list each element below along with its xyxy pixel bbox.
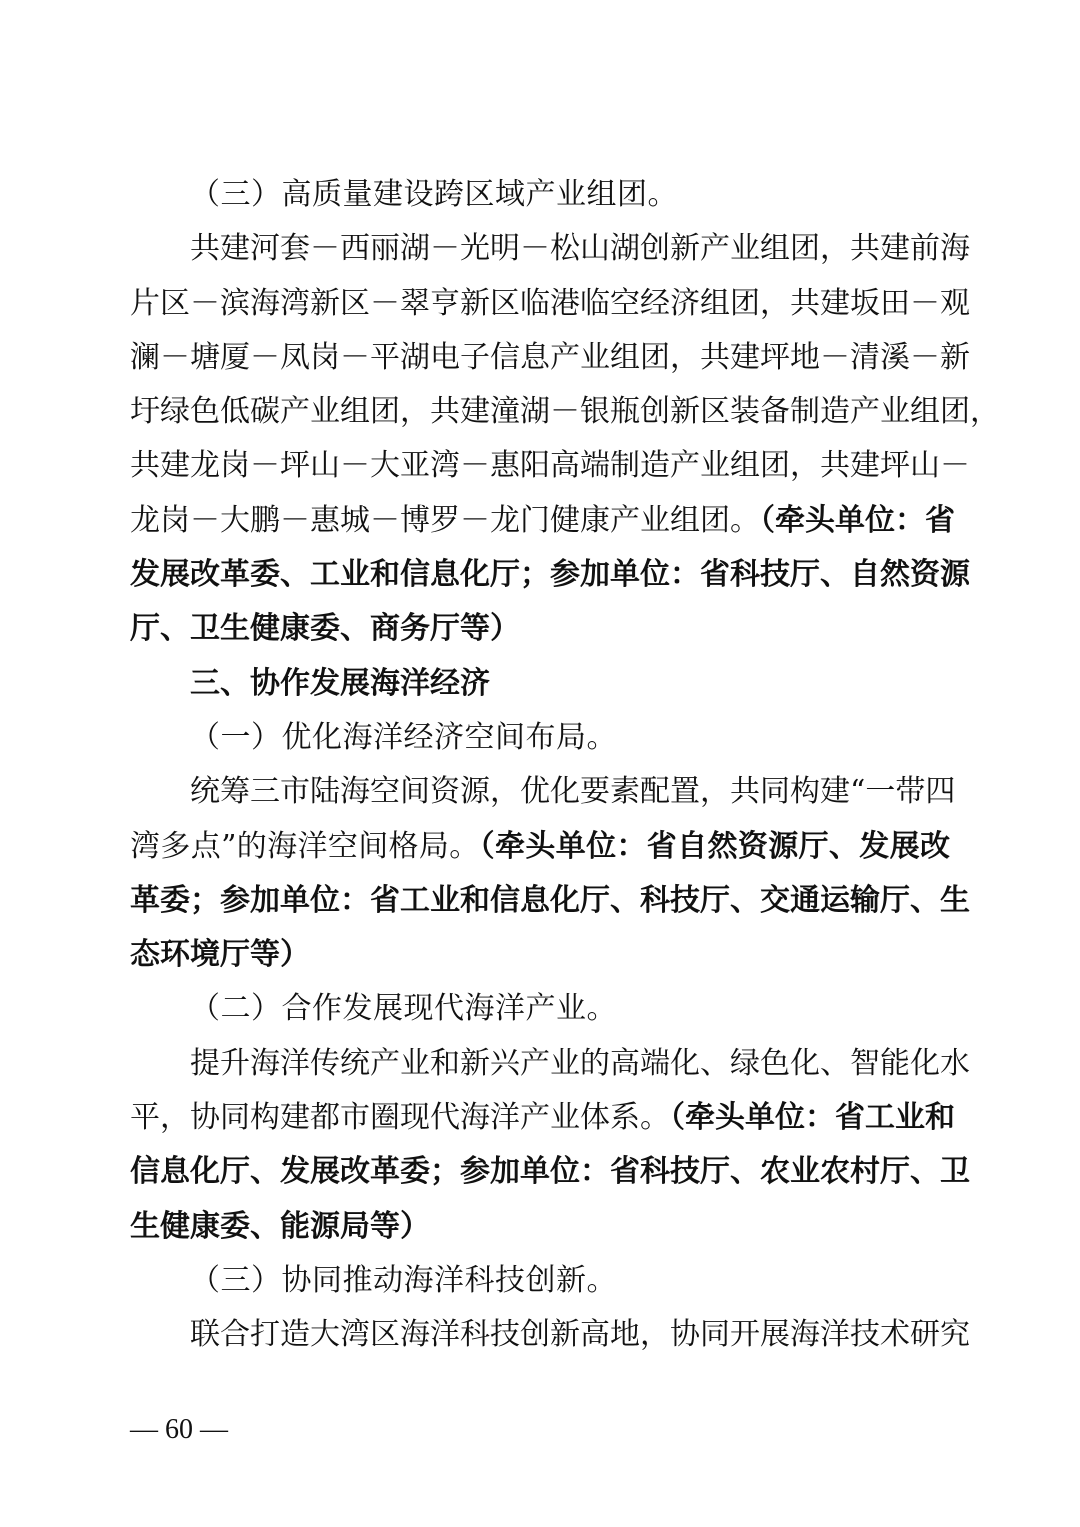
lead-unit-text: （牵头单位：省自然资源厅、发展改 [479,828,951,864]
subsection-heading-marine-layout: （一）优化海洋经济空间布局。 [190,719,617,755]
section-heading-marine-economy: 三、协作发展海洋经济 [190,665,490,701]
paragraph-line: 圩绿色低碳产业组团，共建潼湖－银瓶创新区装备制造产业组团， [130,394,1000,430]
paragraph-line [130,494,955,548]
paragraph-text: 龙岗－大鹏－惠城－博罗－龙门健康产业组团。 [130,502,760,538]
lead-unit-line: 发展改革委、工业和信息化厅；参加单位：省科技厅、自然资源 [130,557,970,593]
paragraph-line: 联合打造大湾区海洋科技创新高地，协同开展海洋技术研究 [190,1317,970,1353]
paragraph-line [130,820,950,874]
paragraph-line: 片区－滨海湾新区－翠亨新区临港临空经济组团，共建坂田－观 [130,285,970,321]
lead-unit-line: 信息化厅、发展改革委；参加单位：省科技厅、农业农村厅、卫 [130,1154,970,1190]
lead-unit-text: （牵头单位：省 [760,502,955,538]
paragraph-line [130,1091,955,1145]
paragraph-line: 提升海洋传统产业和新兴产业的高端化、绿色化、智能化水 [190,1045,970,1081]
lead-unit-line: 厅、卫生健康委、商务厅等） [130,611,520,647]
lead-unit-text: （牵头单位：省工业和 [670,1100,955,1136]
page-number: — 60 — [130,1414,228,1445]
paragraph-line: 共建河套－西丽湖－光明－松山湖创新产业组团，共建前海 [190,231,970,267]
paragraph-text: 湾多点”的海洋空间格局。 [130,828,480,864]
paragraph-text: 平，协同构建都市圈现代海洋产业体系。 [130,1100,670,1136]
lead-unit-line: 态环境厅等） [130,937,310,973]
document-page [130,168,1000,1363]
lead-unit-line: 革委；参加单位：省工业和信息化厅、科技厅、交通运输厅、生 [130,882,970,918]
paragraph-line: 共建龙岗－坪山－大亚湾－惠阳高端制造产业组团，共建坪山－ [130,448,970,484]
subsection-heading-marine-industry: （二）合作发展现代海洋产业。 [190,991,617,1027]
subsection-heading-marine-tech: （三）协同推动海洋科技创新。 [190,1262,617,1298]
paragraph-line: 澜－塘厦－凤岗－平湖电子信息产业组团，共建坪地－清溪－新 [130,339,970,375]
subsection-heading-cross-region-clusters: （三）高质量建设跨区域产业组团。 [190,177,678,212]
paragraph-line: 统筹三市陆海空间资源，优化要素配置，共同构建“一带四 [190,774,956,810]
lead-unit-line: 生健康委、能源局等） [130,1208,430,1244]
